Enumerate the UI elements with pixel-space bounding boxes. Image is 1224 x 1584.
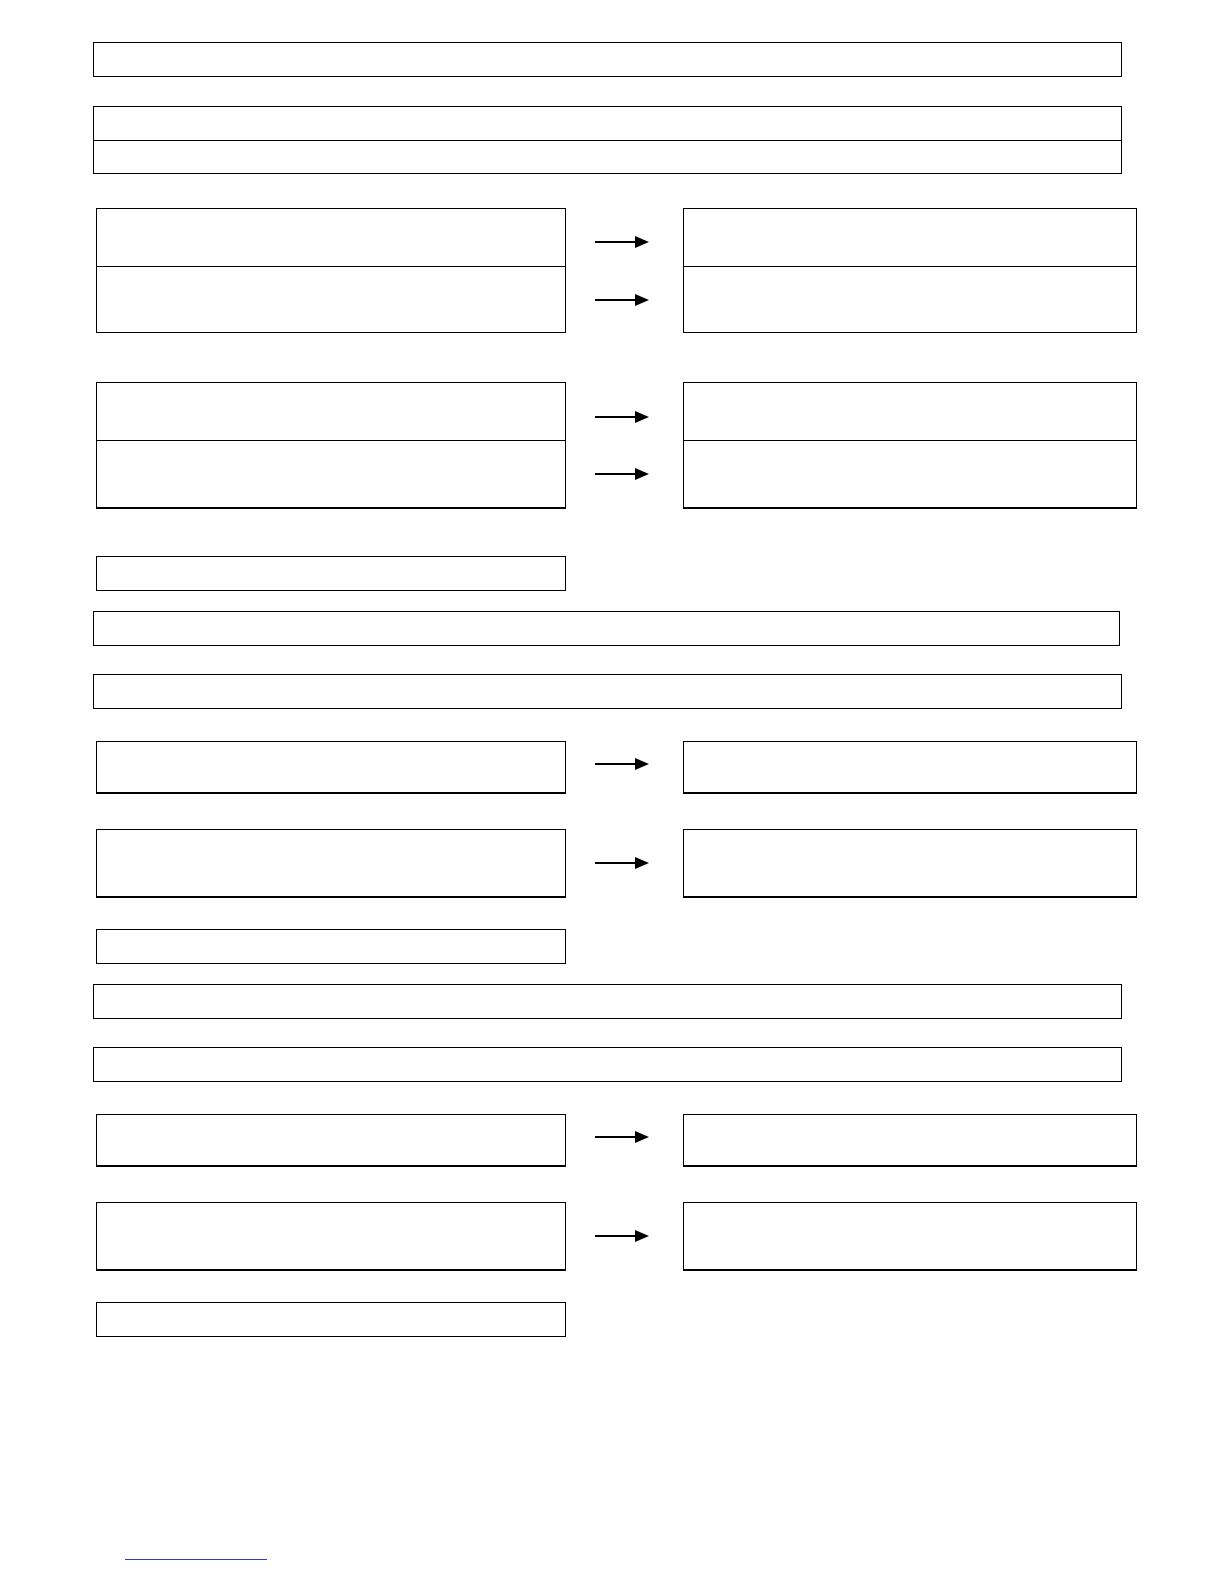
s2-pair-2-right bbox=[683, 829, 1137, 898]
s2-wide-box-1 bbox=[93, 611, 1120, 646]
s1-pair-3-left bbox=[96, 382, 566, 441]
s3-pair-2-right bbox=[683, 1202, 1137, 1271]
s1-pair-1-left bbox=[96, 208, 566, 267]
s1-pair-4-right bbox=[683, 440, 1137, 509]
s2-pair-2-left bbox=[96, 829, 566, 898]
s1-summary-box bbox=[96, 556, 566, 591]
arrow-right-icon bbox=[595, 1130, 651, 1144]
arrow-right-icon bbox=[595, 757, 651, 771]
arrow-right-icon bbox=[595, 856, 651, 870]
footnote-rule bbox=[125, 1559, 267, 1560]
intro-box-1 bbox=[93, 106, 1122, 141]
s2-wide-box-2 bbox=[93, 674, 1122, 709]
s3-summary-box bbox=[96, 1302, 566, 1337]
s1-pair-1-right bbox=[683, 208, 1137, 267]
s1-pair-3-right bbox=[683, 382, 1137, 441]
s2-pair-1-right bbox=[683, 741, 1137, 794]
s1-pair-2-right bbox=[683, 266, 1137, 333]
s1-pair-4-left bbox=[96, 440, 566, 509]
arrow-right-icon bbox=[595, 467, 651, 481]
arrow-right-icon bbox=[595, 293, 651, 307]
s3-pair-1-left bbox=[96, 1114, 566, 1167]
s1-pair-2-left bbox=[96, 266, 566, 333]
s3-wide-box-1 bbox=[93, 984, 1122, 1019]
s3-wide-box-2 bbox=[93, 1047, 1122, 1082]
arrow-right-icon bbox=[595, 1229, 651, 1243]
header-box bbox=[93, 42, 1122, 77]
arrow-right-icon bbox=[595, 410, 651, 424]
intro-box-2 bbox=[93, 140, 1122, 174]
s3-pair-2-left bbox=[96, 1202, 566, 1271]
arrow-right-icon bbox=[595, 235, 651, 249]
s2-summary-box bbox=[96, 929, 566, 964]
s3-pair-1-right bbox=[683, 1114, 1137, 1167]
s2-pair-1-left bbox=[96, 741, 566, 794]
